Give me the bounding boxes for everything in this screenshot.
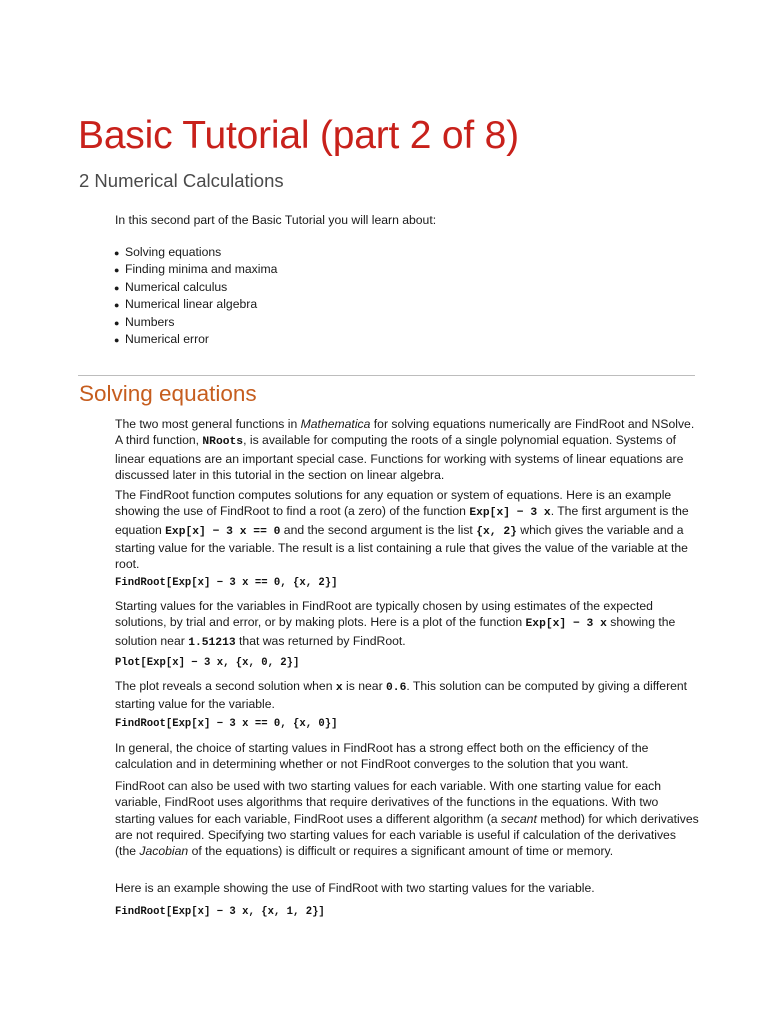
paragraph-6 [115, 778, 700, 859]
text-run: that was returned by FindRoot. [235, 633, 406, 648]
list-item [114, 279, 277, 296]
list-item-label: Solving equations [125, 245, 222, 259]
code-input-3: FindRoot[Exp[x] − 3 x == 0, {x, 0}] [115, 718, 338, 730]
page-subtitle: 2 Numerical Calculations [79, 170, 284, 191]
bullet-icon: ● [114, 248, 120, 258]
emphasis-text: Jacobian [139, 844, 189, 859]
bullet-icon: ● [114, 282, 120, 293]
text-run: for solving equations numerically are FindRoot and NSolve. A third function, [115, 417, 695, 448]
paragraph-5: In general, the choice of starting values in FindRoot has a strong effect both on the efficiency of the calculation and in determining whether or not FindRoot converges to the solution that you want. [115, 741, 649, 772]
code-input-2: Plot[Exp[x] − 3 x, {x, 0, 2}] [115, 657, 300, 669]
text-run: of the equations) is difficult or requires a significant amount of time or memory. [188, 844, 614, 859]
bullet-icon: ● [114, 335, 120, 346]
inline-code: Exp[x] − 3 x [525, 618, 607, 631]
list-item-label: Numerical error [125, 332, 209, 347]
inline-code: x [335, 682, 343, 694]
text-run: method) for which derivatives are not required. Specifying two starting values for each variable is useful if calculation of the derivatives (the [115, 811, 699, 859]
text-run: showing the solution near [115, 615, 676, 648]
section-divider [78, 375, 695, 376]
inline-code: {x, 2} [476, 525, 517, 538]
list-item [114, 261, 277, 278]
text-run: . The first argument is the equation [115, 504, 689, 537]
text-run: and the second argument is the list [280, 522, 477, 537]
text-run: . This solution can be computed by giving a different starting value for the variable. [115, 679, 688, 712]
list-item-label: Numerical calculus [125, 279, 228, 294]
list-item-label: Numbers [125, 314, 175, 329]
inline-code: NRoots [202, 436, 244, 449]
page-title: Basic Tutorial (part 2 of 8) [78, 114, 519, 157]
topic-list [114, 244, 277, 348]
inline-code: 0.6 [386, 682, 407, 694]
inline-code: Exp[x] − 3 x [469, 507, 551, 520]
text-run: Starting values for the variables in FindRoot are typically chosen by using estimates of the expected solutions, by trial and error, or by making plots. Here is a plot of the function [115, 599, 653, 630]
paragraph-7: Here is an example showing the use of FindRoot with two starting values for the variable. [115, 881, 595, 895]
text-run: The two most general functions in [115, 417, 301, 431]
intro-text: In this second part of the Basic Tutorial you will learn about: [115, 213, 437, 227]
bullet-icon: ● [114, 265, 120, 276]
code-input-1: FindRoot[Exp[x] − 3 x == 0, {x, 2}] [115, 577, 338, 589]
bullet-icon: ● [114, 300, 120, 311]
text-run: is near [342, 679, 387, 693]
list-item-label: Numerical linear algebra [125, 297, 258, 312]
inline-code: 1.51213 [188, 636, 236, 649]
list-item-label: Finding minima and maxima [125, 262, 278, 277]
emphasis-text: secant [500, 811, 537, 826]
bullet-icon: ● [114, 317, 120, 328]
paragraph-2 [115, 487, 700, 572]
paragraph-4 [115, 678, 700, 713]
text-run: , is available for computing the roots of a single polynomial equation. Systems of linear equations are an important special case. Functions for working with systems of linear equations are discussed later in this tutorial in the section on linear algebra. [115, 433, 684, 482]
list-item [114, 314, 277, 331]
paragraph-1 [115, 416, 700, 483]
inline-code: Exp[x] − 3 x == 0 [165, 525, 281, 538]
emphasis-text: Mathematica [300, 417, 371, 431]
paragraph-3 [115, 598, 700, 651]
text-run: The plot reveals a second solution when [115, 679, 336, 693]
list-item [114, 244, 277, 261]
code-input-4: FindRoot[Exp[x] − 3 x, {x, 1, 2}] [115, 906, 325, 918]
text-run: which gives the variable and a starting value for the variable. The result is a list containing a rule that gives the value of the variable at the root. [115, 522, 688, 572]
list-item [114, 296, 277, 313]
section-heading: Solving equations [79, 381, 257, 406]
text-run: FindRoot can also be used with two starting values for each variable. With one starting value for each variable, FindRoot uses algorithms that require derivatives of the functions in the equations. With two starting values for each variable, FindRoot uses a different algorithm (a [115, 779, 662, 826]
list-item [114, 331, 277, 348]
text-run: The FindRoot function computes solutions for any equation or system of equations. Here is an example showing the use of FindRoot to find a root (a zero) of the function [115, 488, 672, 519]
